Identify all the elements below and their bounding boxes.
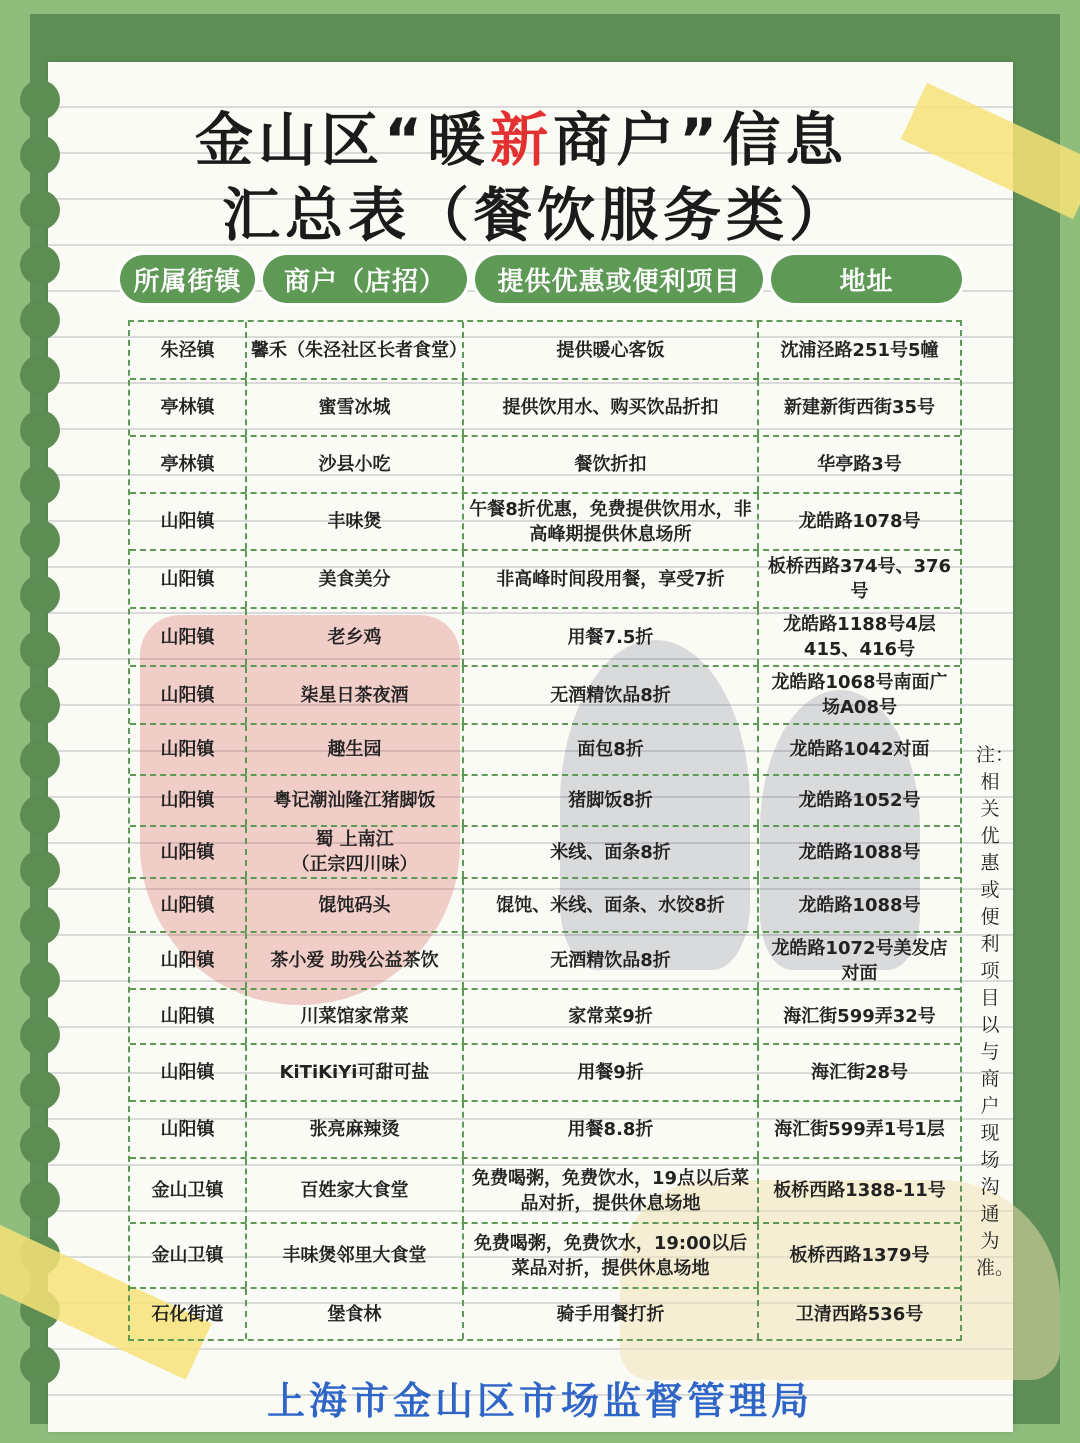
cell-offer: 用餐7.5折 — [464, 609, 759, 665]
table-row — [130, 879, 960, 933]
cell-offer: 馄饨、米线、面条、水饺8折 — [464, 879, 759, 931]
cell-town: 山阳镇 — [130, 1102, 247, 1157]
binder-hole — [20, 685, 60, 725]
merchant-table — [128, 320, 962, 1341]
table-row — [130, 380, 960, 437]
table-row — [130, 776, 960, 827]
cell-offer: 餐饮折扣 — [464, 437, 759, 492]
cell-address: 海汇街599弄32号 — [783, 1006, 936, 1027]
cell-address: 龙皓路1052号 — [798, 790, 921, 811]
cell-address: 板桥西路374号、376号 — [767, 556, 952, 602]
cell-merchant: 川菜馆家常菜 — [247, 990, 464, 1043]
cell-address: 新建新街西街35号 — [783, 397, 936, 418]
column-header-town: 所属街镇 — [120, 255, 255, 303]
cell-town: 亭林镇 — [130, 380, 247, 435]
cell-address: 龙皓路1078号 — [798, 511, 921, 532]
cell-address: 海汇街28号 — [810, 1062, 909, 1083]
table-row — [130, 437, 960, 494]
cell-address: 龙皓路1072号美发店对面 — [771, 937, 948, 984]
column-header-merchant: 商户（店招） — [263, 255, 467, 303]
table-row — [130, 494, 960, 551]
cell-address: 卫清西路536号 — [795, 1303, 924, 1325]
cell-town: 金山卫镇 — [130, 1224, 247, 1287]
cell-town: 石化街道 — [130, 1289, 247, 1339]
cell-address: 龙皓路1088号 — [798, 841, 921, 863]
cell-town: 山阳镇 — [130, 551, 247, 607]
cell-offer: 午餐8折优惠，免费提供饮用水，非高峰期提供休息场所 — [464, 494, 759, 549]
table-row — [130, 725, 960, 776]
title-highlight: 新 — [490, 106, 554, 174]
cell-merchant: KiTiKiYi可甜可盐 — [247, 1045, 464, 1100]
footer-issuer — [0, 1370, 1080, 1425]
cell-merchant: 柒星日茶夜酒 — [247, 667, 464, 723]
cell-town: 山阳镇 — [130, 667, 247, 723]
cell-town: 朱泾镇 — [130, 322, 247, 378]
page-subtitle: 汇总表（餐饮服务类） — [222, 181, 853, 249]
binder-hole — [20, 520, 60, 560]
binder-hole — [20, 355, 60, 395]
table-row — [130, 609, 960, 667]
cell-town: 山阳镇 — [130, 776, 247, 825]
cell-offer: 提供饮用水、购买饮品折扣 — [464, 380, 759, 435]
binder-hole — [20, 1180, 60, 1220]
column-header-address: 地址 — [771, 255, 962, 303]
cell-address: 龙皓路1188号4层415、416号 — [783, 614, 936, 660]
cell-merchant: 蜜雪冰城 — [247, 380, 464, 435]
cell-town: 山阳镇 — [130, 725, 247, 774]
binder-hole — [20, 960, 60, 1000]
cell-town: 金山卫镇 — [130, 1159, 247, 1222]
table-row — [130, 667, 960, 725]
cell-town: 亭林镇 — [130, 437, 247, 492]
binder-hole — [20, 795, 60, 835]
binder-hole — [20, 300, 60, 340]
cell-merchant: 丰味煲邻里大食堂 — [247, 1224, 464, 1287]
binder-hole — [20, 1015, 60, 1055]
cell-address: 板桥西路1388-11号 — [773, 1180, 946, 1201]
cell-address: 板桥西路1379号 — [789, 1245, 930, 1266]
binder-hole — [20, 850, 60, 890]
cell-merchant: 美食美分 — [247, 551, 464, 607]
binder-hole — [20, 740, 60, 780]
cell-offer: 非高峰时间段用餐，享受7折 — [464, 551, 759, 607]
table-row — [130, 1159, 960, 1224]
binder-hole — [20, 630, 60, 670]
binder-hole — [20, 1070, 60, 1110]
column-header-offer: 提供优惠或便利项目 — [475, 255, 763, 303]
table-row — [130, 322, 960, 380]
cell-merchant: 老乡鸡 — [247, 609, 464, 665]
cell-offer: 骑手用餐打折 — [464, 1289, 759, 1339]
cell-offer: 面包8折 — [464, 725, 759, 774]
cell-offer: 猪脚饭8折 — [464, 776, 759, 825]
binder-hole — [20, 905, 60, 945]
binder-hole — [20, 135, 60, 175]
cell-offer: 无酒精饮品8折 — [464, 933, 759, 988]
cell-merchant: 馄饨码头 — [247, 879, 464, 931]
cell-merchant: 张亮麻辣烫 — [247, 1102, 464, 1157]
table-row — [130, 827, 960, 879]
cell-offer: 免费喝粥，免费饮水，19:00以后菜品对折，提供休息场地 — [464, 1224, 759, 1287]
cell-offer: 家常菜9折 — [464, 990, 759, 1043]
table-row — [130, 1045, 960, 1102]
table-row — [130, 1289, 960, 1339]
cell-offer: 免费喝粥，免费饮水，19点以后菜品对折，提供休息场地 — [464, 1159, 759, 1222]
cell-town: 山阳镇 — [130, 879, 247, 931]
cell-town: 山阳镇 — [130, 609, 247, 665]
binder-hole — [20, 575, 60, 615]
cell-town: 山阳镇 — [130, 494, 247, 549]
footer-text: 上海市金山区市场监督管理局 — [266, 1379, 813, 1423]
cell-offer: 用餐8.8折 — [464, 1102, 759, 1157]
cell-offer: 用餐9折 — [464, 1045, 759, 1100]
cell-town: 山阳镇 — [130, 827, 247, 877]
cell-town: 山阳镇 — [130, 1045, 247, 1100]
binder-hole — [20, 245, 60, 285]
cell-merchant: 堡食林 — [247, 1289, 464, 1339]
binder-holes — [20, 80, 64, 1410]
cell-town: 山阳镇 — [130, 990, 247, 1043]
cell-address: 海汇街599弄1号1层 — [774, 1119, 945, 1140]
cell-merchant: 丰味煲 — [247, 494, 464, 549]
cell-address: 龙皓路1042对面 — [789, 739, 930, 760]
table-row — [130, 1224, 960, 1289]
binder-hole — [20, 465, 60, 505]
cell-offer: 无酒精饮品8折 — [464, 667, 759, 723]
binder-hole — [20, 80, 60, 120]
cell-merchant: 百姓家大食堂 — [247, 1159, 464, 1222]
cell-merchant: 粤记潮汕隆江猪脚饭 — [247, 776, 464, 825]
cell-merchant: 沙县小吃 — [247, 437, 464, 492]
cell-merchant: 馨禾（朱泾社区长者食堂） — [247, 322, 464, 378]
cell-offer: 提供暖心客饭 — [464, 322, 759, 378]
cell-address: 龙皓路1068号南面广场A08号 — [771, 672, 948, 718]
cell-address: 沈浦泾路251号5幢 — [780, 339, 939, 361]
table-row — [130, 990, 960, 1045]
cell-merchant: 趣生园 — [247, 725, 464, 774]
table-row — [130, 551, 960, 609]
cell-offer: 米线、面条8折 — [464, 827, 759, 877]
cell-merchant: 茶小爱 助残公益茶饮 — [247, 933, 464, 988]
table-row — [130, 933, 960, 990]
page-title: 金山区“暖新商户”信息 — [195, 106, 849, 174]
note-text: 注：相关优惠或便利项目以与商户现场沟通为准。 — [976, 744, 1015, 1279]
cell-town: 山阳镇 — [130, 933, 247, 988]
binder-hole — [20, 190, 60, 230]
binder-hole — [20, 1125, 60, 1165]
cell-address: 华亭路3号 — [817, 454, 902, 475]
cell-merchant: 蜀 上南江 （正宗四川味） — [247, 827, 464, 877]
cell-address: 龙皓路1088号 — [798, 894, 921, 916]
table-row — [130, 1102, 960, 1159]
binder-hole — [20, 410, 60, 450]
